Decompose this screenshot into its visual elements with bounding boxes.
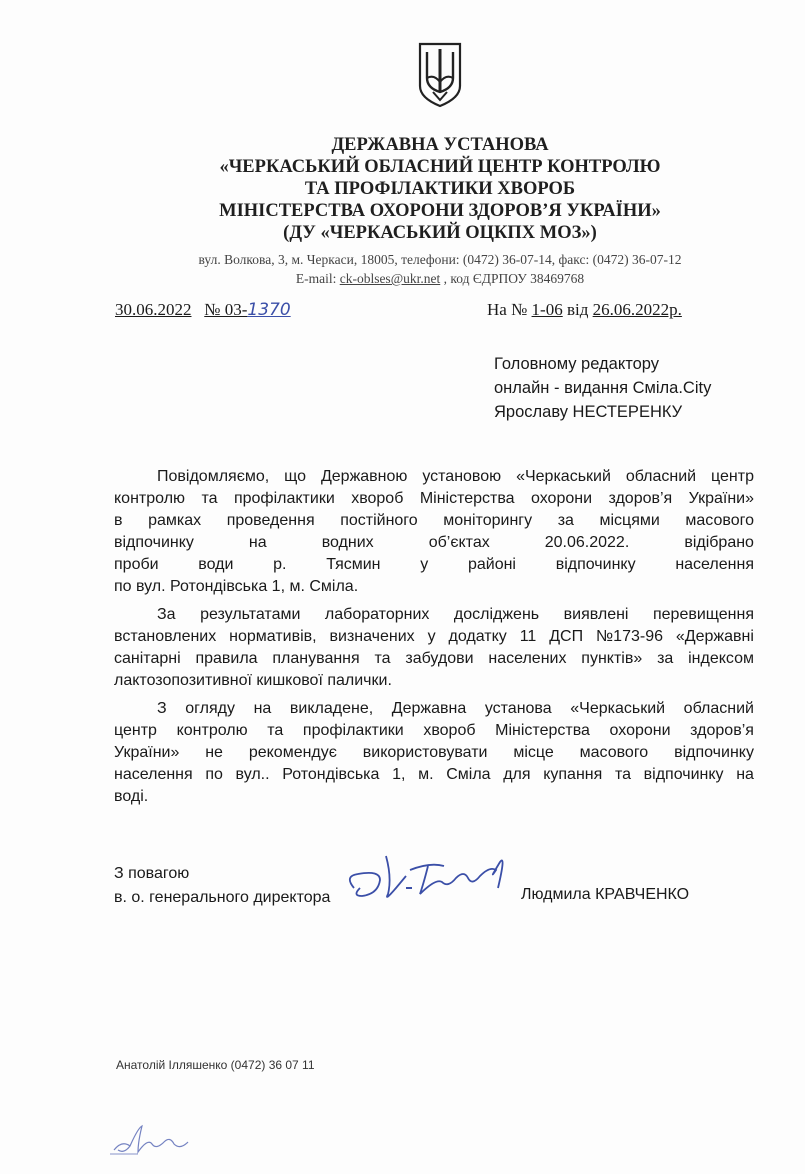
- body-line: За результатами лабораторних досліджень виявлені перевищення: [157, 606, 754, 623]
- body-line: України» не рекомендує використовувати місце масового відпочинку: [114, 744, 754, 761]
- outgoing-date: 30.06.2022: [115, 300, 192, 319]
- org-line: ТА ПРОФІЛАКТИКИ ХВОРОБ: [304, 179, 576, 199]
- body-line: воді.: [114, 788, 149, 805]
- incoming-number: 1-06: [531, 300, 563, 319]
- org-line: «ЧЕРКАСЬКИЙ ОБЛАСНИЙ ЦЕНТР КОНТРОЛЮ: [219, 157, 661, 177]
- body-line: контролю та профілактики хвороб Міністерства охорони здоров’я України»: [114, 490, 754, 507]
- org-line: ДЕРЖАВНА УСТАНОВА: [331, 135, 549, 155]
- incoming-mid: від: [562, 300, 593, 319]
- body-line: центр контролю та профілактики хвороб Міністерства охорони здоров’я: [114, 722, 754, 739]
- body-line: встановлених нормативів, визначених у додатку 11 ДСП №173-96 «Державні: [114, 628, 754, 645]
- addressee-block: [494, 352, 711, 424]
- organization-name: [120, 134, 760, 244]
- incoming-reference: [487, 300, 682, 320]
- edrpou-code: , код ЄДРПОУ 38469768: [440, 271, 585, 286]
- incoming-prefix: На №: [487, 300, 532, 319]
- body-line: З огляду на викладене, Державна установа «Черкаський обласний: [157, 700, 754, 717]
- body-line: лактозопозитивної кишкової палички.: [114, 672, 392, 689]
- addressee-line: онлайн - видання Сміла.City: [494, 379, 712, 397]
- closing-block: [114, 862, 330, 910]
- regards-text: З повагою: [114, 865, 190, 882]
- incoming-date: 26.06.2022р.: [592, 300, 682, 319]
- email-line: [120, 269, 760, 288]
- body-line: Повідомляємо, що Державною установою «Черкаський обласний центр: [157, 468, 754, 485]
- addressee-line: Головному редактору: [494, 355, 660, 373]
- email-label: E-mail:: [295, 271, 340, 286]
- body-line: по вул. Ротондівська 1, м. Сміла.: [114, 578, 359, 595]
- signer-name: Людмила КРАВЧЕНКО: [521, 886, 690, 903]
- email-link[interactable]: ck-oblses@ukr.net: [339, 271, 441, 286]
- body-line: відпочинку на водних об’єктах 20.06.2022. відібрано: [114, 534, 754, 551]
- addressee-line: Ярославу НЕСТЕРЕНКУ: [494, 403, 683, 421]
- outgoing-reference: [115, 300, 291, 320]
- outgoing-number-handwritten: 1370: [247, 300, 291, 320]
- outgoing-number-prefix: № 03-: [204, 300, 248, 319]
- body-line: проби води р. Тясмин у районі відпочинку населення: [114, 556, 754, 573]
- org-line: МІНІСТЕРСТВА ОХОРОНИ ЗДОРОВ’Я УКРАЇНИ»: [219, 201, 661, 221]
- body-line: санітарні правила планування та забудови населених пунктів» за індексом: [114, 650, 754, 667]
- contact-info: [120, 250, 760, 288]
- address-line: вул. Волкова, 3, м. Черкаси, 18005, телефони: (0472) 36-07-14, факс: (0472) 36-07-12: [198, 252, 682, 267]
- signer-position: в. о. генерального директора: [114, 889, 331, 906]
- executor-contact: Анатолій Ілляшенко (0472) 36 07 11: [116, 1058, 315, 1072]
- trident-emblem-icon: [417, 40, 463, 108]
- handwritten-initials-icon: [108, 1120, 198, 1160]
- body-line: в рамках проведення постійного моніторингу за місцями масового: [114, 512, 754, 529]
- letter-body: [114, 466, 754, 808]
- handwritten-signature-icon: [340, 848, 515, 908]
- org-line: (ДУ «ЧЕРКАСЬКИЙ ОЦКПХ МОЗ»): [283, 223, 597, 243]
- body-line: населення по вул.. Ротондівська 1, м. Сміла для купання та відпочинку на: [114, 766, 754, 783]
